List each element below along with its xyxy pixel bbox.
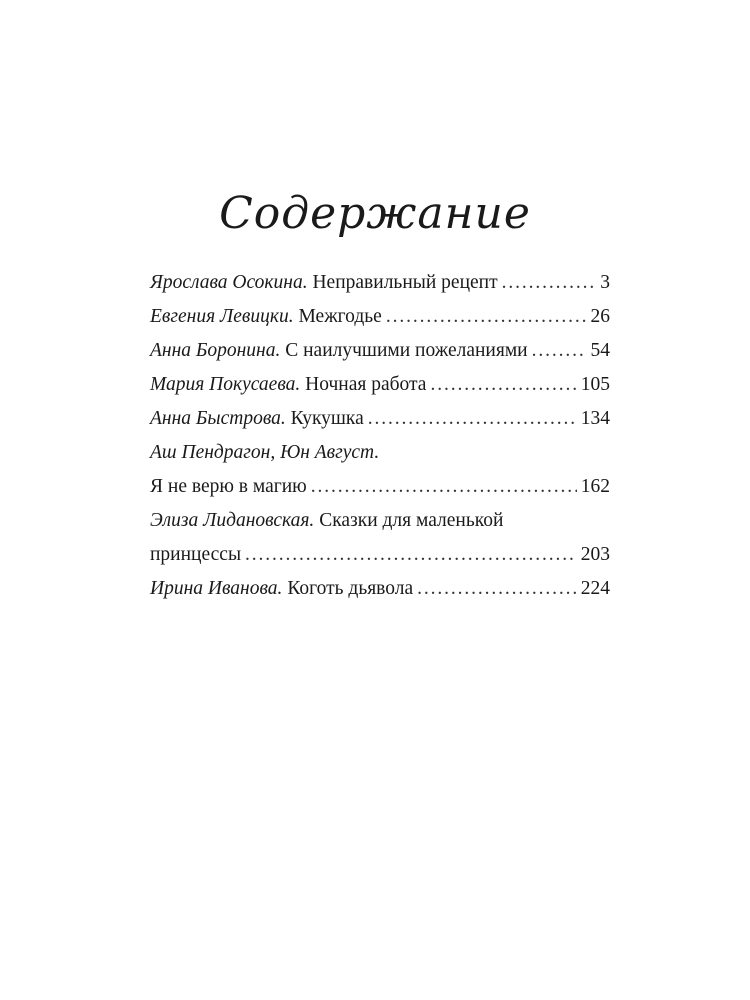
entry-page-number: 203 <box>580 544 610 565</box>
dot-leader <box>386 300 587 334</box>
toc-entry-line <box>150 504 610 538</box>
entry-page-number: 134 <box>580 408 610 429</box>
entry-author: Евгения Левицки. <box>150 306 294 327</box>
entry-author: Анна Быстрова. <box>150 408 286 429</box>
toc-entry-line <box>150 538 610 572</box>
entry-page-number: 26 <box>590 306 610 327</box>
toc-entry-line <box>150 470 610 504</box>
dot-leader <box>245 538 577 572</box>
toc-entry-line <box>150 334 610 368</box>
table-of-contents <box>150 266 610 606</box>
page-title: Содержание <box>219 188 531 239</box>
entry-title: Неправильный рецепт <box>312 272 498 293</box>
dot-leader <box>417 572 577 606</box>
toc-entry-line <box>150 300 610 334</box>
toc-entry-line <box>150 368 610 402</box>
entry-title: Межгодье <box>298 306 382 327</box>
entry-page-number: 3 <box>600 272 610 293</box>
toc-entry <box>150 300 610 334</box>
toc-entry <box>150 368 610 402</box>
entry-author: Ирина Иванова. <box>150 578 283 599</box>
toc-entry <box>150 334 610 368</box>
entry-page-number: 54 <box>590 340 610 361</box>
entry-page-number: 105 <box>580 374 610 395</box>
dot-leader <box>311 470 577 504</box>
toc-entry <box>150 266 610 300</box>
toc-entry-line <box>150 402 610 436</box>
dot-leader <box>532 334 587 368</box>
entry-author: Аш Пендрагон, Юн Август. <box>150 442 380 463</box>
entry-author: Ярослава Осокина. <box>150 272 308 293</box>
entry-title: Кукушка <box>290 408 364 429</box>
entry-title: Ночная работа <box>305 374 427 395</box>
toc-entry-line <box>150 572 610 606</box>
toc-entry <box>150 572 610 606</box>
dot-leader <box>502 266 597 300</box>
dot-leader <box>368 402 577 436</box>
entry-author: Элиза Лидановская. <box>150 510 315 531</box>
entry-title-line1: Сказки для маленькой <box>319 510 504 531</box>
entry-page-number: 162 <box>580 476 610 497</box>
toc-entry <box>150 402 610 436</box>
entry-title-line2: принцессы <box>150 544 242 565</box>
entry-title: Я не верю в магию <box>150 476 307 497</box>
entry-page-number: 224 <box>580 578 610 599</box>
toc-entry-line <box>150 266 610 300</box>
entry-author: Мария Покусаева. <box>150 374 301 395</box>
entry-author: Анна Боронина. <box>150 340 281 361</box>
entry-title: С наилучшими пожеланиями <box>285 340 528 361</box>
toc-entry <box>150 504 610 572</box>
toc-entry <box>150 436 610 504</box>
dot-leader <box>430 368 576 402</box>
entry-title: Коготь дьявола <box>287 578 414 599</box>
